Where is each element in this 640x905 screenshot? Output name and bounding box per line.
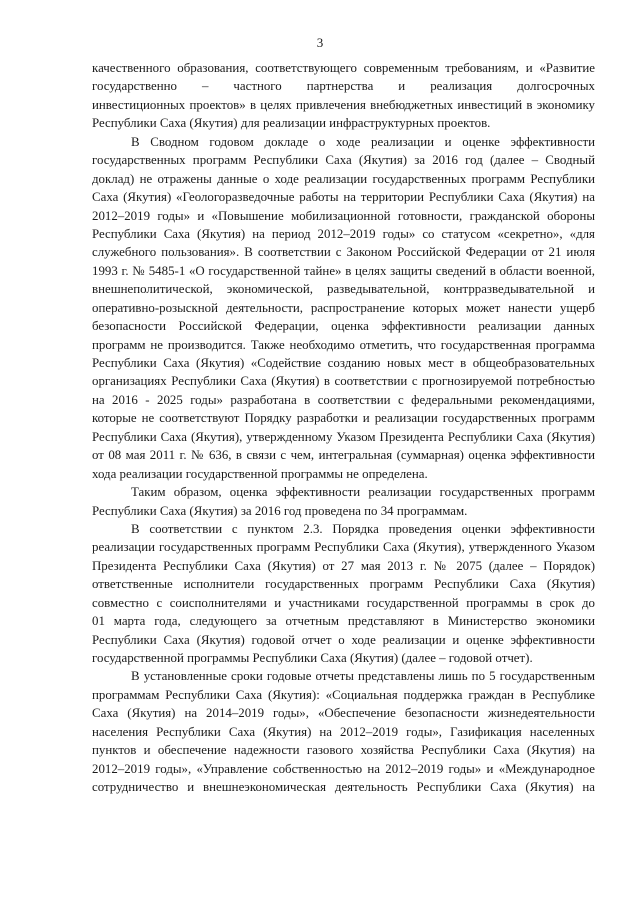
- text-line: внешнеполитической, экономической, разведывательной, контрразведывательной и: [92, 282, 595, 297]
- text-line: Президента Республики Саха (Якутия) от 27 мая 2013 г. № 2075 (далее – Порядок): [92, 558, 595, 573]
- text-line: Саха (Якутия) «Геологоразведочные работы на территории Республики Саха (Якутия) на: [92, 190, 595, 205]
- text-line: государственной программы Республики Саха (Якутия) (далее – годовой отчет).: [92, 651, 533, 665]
- text-line: реализации государственных программ Республики Саха (Якутия), утвержденного Указом: [92, 540, 595, 555]
- text-line: Республики Саха (Якутия) «Содействие созданию новых мест в общеобразовательных: [92, 356, 595, 370]
- text-line: 01 марта года, следующего за отчетным представляют в Министерство экономики: [92, 614, 595, 629]
- page-number: 3: [316, 35, 324, 50]
- text-line: В установленные сроки годовые отчеты представлены лишь по 5 государственным: [131, 669, 595, 684]
- text-line: доклад) не отражены данные о ходе реализации государственных программ Республики: [92, 171, 595, 186]
- text-line: Республики Саха (Якутия) за 2016 год проведена по 34 программам.: [92, 503, 468, 518]
- text-line: Республики Саха (Якутия) для реализации инфраструктурных проектов.: [92, 116, 491, 131]
- text-line: ответственные исполнители государственных программ Республики Саха (Якутия): [92, 577, 595, 592]
- text-line: 1993 г. № 5485-1 «О государственной тайне» в целях защиты сведений в области военной,: [92, 263, 595, 278]
- text-line: которые не соответствуют Порядку разработки и реализации государственных программ: [92, 411, 595, 426]
- text-line: качественного образования, соответствующего современным требованиям, и «Развитие: [92, 61, 595, 75]
- text-line: программам Республики Саха (Якутия): «Социальная поддержка граждан в Республике: [92, 687, 595, 702]
- text-line: служебного пользования». В соответствии с Законом Российской Федерации от 21 июля: [92, 245, 595, 260]
- text-line: хода реализации государственной программы не определена.: [92, 466, 428, 481]
- text-line: совместно с соисполнителями и участниками государственной программы в срок до: [92, 595, 595, 610]
- text-line: В соответствии с пунктом 2.3. Порядка проведения оценки эффективности: [131, 521, 595, 536]
- text-line: инвестиционных проектов» в целях привлечения внебюджетных инвестиций в экономику: [92, 97, 595, 112]
- text-line: населения Республики Саха (Якутия) на 2012–2019 годы», Газификация населенных: [92, 724, 595, 739]
- text-line: 2012–2019 годы», «Управление собственностью на 2012–2019 годы» и «Международное: [92, 761, 595, 776]
- text-line: Республики Саха (Якутия) годовой отчет о ходе реализации и оценке эффективности: [92, 632, 595, 647]
- text-line: Республики Саха (Якутия), утвержденному Указом Президента Республики Саха (Якутия): [92, 429, 595, 444]
- text-line: Республики Саха (Якутия) на период 2012–2019 годы» со статусом «секретно», «для: [92, 226, 595, 241]
- text-line: государственных программ Республики Саха (Якутия) за 2016 год (далее – Сводный: [92, 153, 595, 168]
- text-line: государственно – частного партнерства и реализация долгосрочных: [92, 79, 595, 94]
- text-line: пунктов и обеспечение надежности газового хозяйства Республики Саха (Якутия) на: [92, 743, 595, 758]
- text-line: Саха (Якутия) на 2014–2019 годы», «Обеспечение безопасности жизнедеятельности: [92, 706, 595, 721]
- text-line: программ не производится. Также необходимо отметить, что государственная программа: [92, 337, 595, 352]
- body-text: [92, 59, 595, 797]
- text-line: оперативно-розыскной деятельности, распространение которых может нанести ущерб: [92, 300, 595, 315]
- text-line: сотрудничество и внешнеэкономическая деятельность Республики Саха (Якутия) на: [92, 780, 595, 795]
- text-line: организациях Республики Саха (Якутия) в соответствии с прогнозируемой потребностью: [92, 374, 595, 389]
- text-line: на 2016 - 2025 годы» разработана в соответствии с федеральными рекомендациями,: [92, 392, 595, 407]
- text-line: Таким образом, оценка эффективности реализации государственных программ: [131, 485, 595, 500]
- text-line: 2012–2019 годы» и «Повышение мобилизационной готовности, гражданской обороны: [92, 208, 595, 223]
- text-line: безопасности Российской Федерации, оценка эффективности реализации данных: [92, 319, 595, 334]
- text-line: от 08 мая 2011 г. № 636, в связи с чем, интегральная (суммарная) оценка эффективности: [92, 448, 595, 463]
- text-line: В Сводном годовом докладе о ходе реализации и оценке эффективности: [131, 134, 595, 149]
